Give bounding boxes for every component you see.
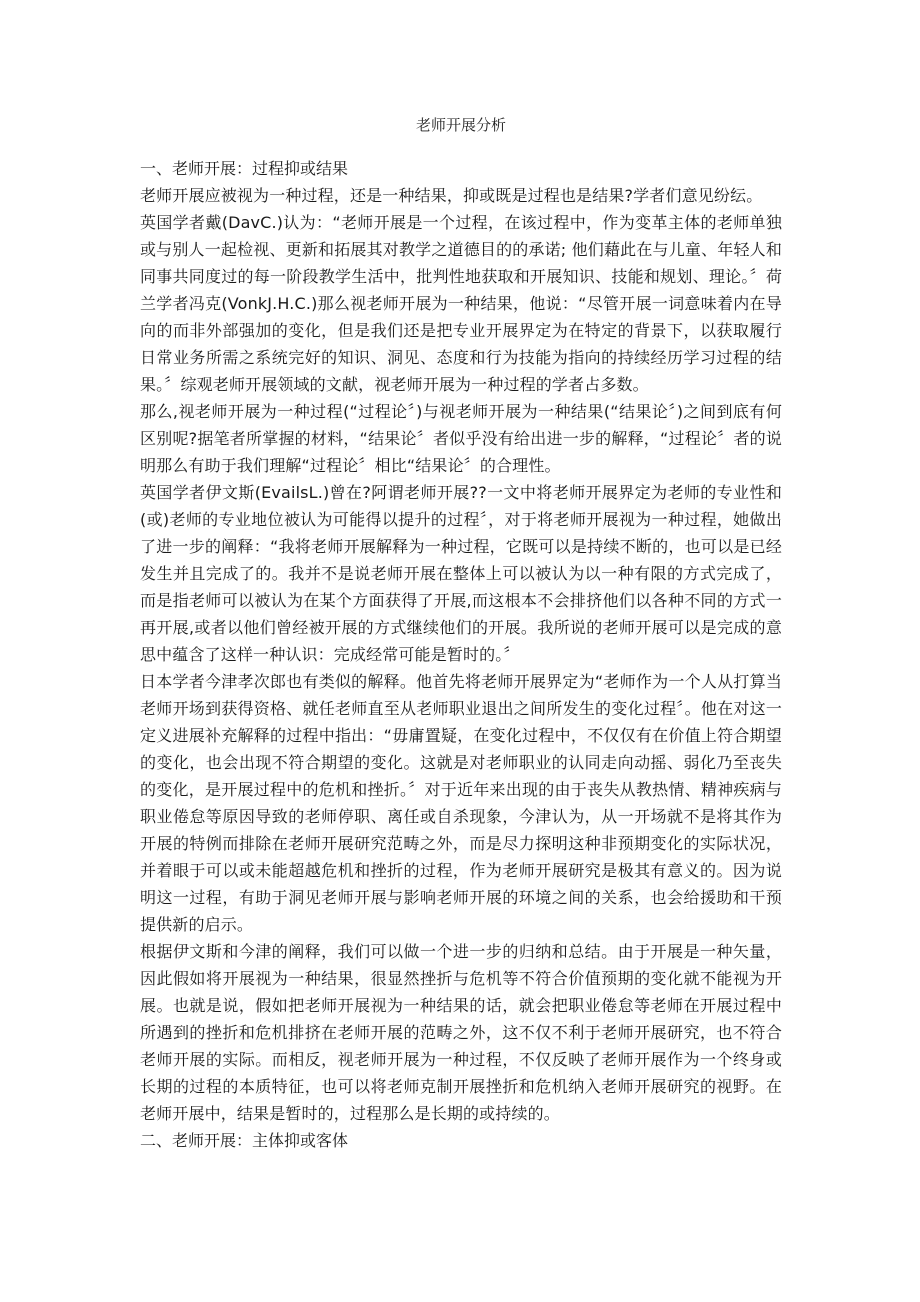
paragraph: 老师开展应被视为一种过程，还是一种结果，抑或既是过程也是结果?学者们意见纷纭。	[140, 186, 763, 205]
paragraph: 英国学者戴(DavC.)认为：“老师开展是一个过程，在该过程中，作为变革主体的老师单独或与别人一起检视、更新和拓展其对教学之道德目的的承诺; 他们藉此在与儿童、年轻人和同事共同度过的每一阶段教学生活中，批判性地获取和开展知识、技能和规划、理论。〞荷兰学者冯克(VonkJ.H.C.)那么视老师开展为一种结果，他说：“尽管开展一词意味着内在导向的而非外部强加的变化，但是我们还是把专业开展界定为在特定的背景下，以获取履行日常业务所需之系统完好的知识、洞见、态度和行为技能为指向的持续经历学习过程的结果。〞综观老师开展领域的文献，视老师开展为一种过程的学者占多数。	[140, 213, 782, 394]
section-2	[140, 1127, 782, 1154]
document-page	[140, 113, 782, 1154]
section-heading: 一、老师开展：过程抑或结果	[140, 159, 349, 178]
section-heading: 二、老师开展：主体抑或客体	[140, 1131, 349, 1150]
section-1	[140, 155, 782, 1127]
paragraph: 那么,视老师开展为一种过程(“过程论〞)与视老师开展为一种结果(“结果论〞)之间到底有何区别呢?据笔者所掌握的材料，“结果论〞者似乎没有给出进一步的解释，“过程论〞者的说明那么有助于我们理解“过程论〞相比“结果论〞的合理性。	[140, 402, 782, 475]
document-title: 老师开展分析	[415, 116, 506, 134]
paragraph: 日本学者今津孝次郎也有类似的解释。他首先将老师开展界定为“老师作为一个人从打算当老师开场到获得资格、就任老师直至从老师职业退出之间所发生的变化过程〞。他在对这一定义进展补充解释的过程中指出：“毋庸置疑，在变化过程中，不仅仅有在价值上符合期望的变化，也会出现不符合期望的变化。这就是对老师职业的认同走向动摇、弱化乃至丧失的变化，是开展过程中的危机和挫折。〞对于近年来出现的由于丧失从教热情、精神疾病与职业倦怠等原因导致的老师停职、离任或自杀现象，今津认为，从一开场就不是将其作为开展的特例而排除在老师开展研究范畴之外，而是尽力探明这种非预期变化的实际状况，并着眼于可以或未能超越危机和挫折的过程，作为老师开展研究是极其有意义的。因为说明这一过程，有助于洞见老师开展与影响老师开展的环境之间的关系，也会给援助和干预提供新的启示。	[140, 672, 782, 934]
paragraph: 根据伊文斯和今津的阐释，我们可以做一个进一步的归纳和总结。由于开展是一种矢量，因此假如将开展视为一种结果，很显然挫折与危机等不符合价值预期的变化就不能视为开展。也就是说，假如把老师开展视为一种结果的话，就会把职业倦怠等老师在开展过程中所遇到的挫折和危机排挤在老师开展的范畴之外，这不仅不利于老师开展研究，也不符合老师开展的实际。而相反，视老师开展为一种过程，不仅反映了老师开展作为一个终身或长期的过程的本质特征，也可以将老师克制开展挫折和危机纳入老师开展研究的视野。在老师开展中，结果是暂时的，过程那么是长期的或持续的。	[140, 942, 782, 1123]
paragraph: 英国学者伊文斯(EvailsL.)曾在?阿谓老师开展??一文中将老师开展界定为老师的专业性和(或)老师的专业地位被认为可能得以提升的过程〞，对于将老师开展视为一种过程，她做出了进一步的阐释：“我将老师开展解释为一种过程，它既可以是持续不断的，也可以是已经发生并且完成了的。我并不是说老师开展在整体上可以被认为以一种有限的方式完成了，而是指老师可以被认为在某个方面获得了开展,而这根本不会排挤他们以各种不同的方式一再开展,或者以他们曾经被开展的方式继续他们的开展。我所说的老师开展可以是完成的意思中蕴含了这样一种认识：完成经常可能是暂时的。〞	[140, 483, 782, 664]
